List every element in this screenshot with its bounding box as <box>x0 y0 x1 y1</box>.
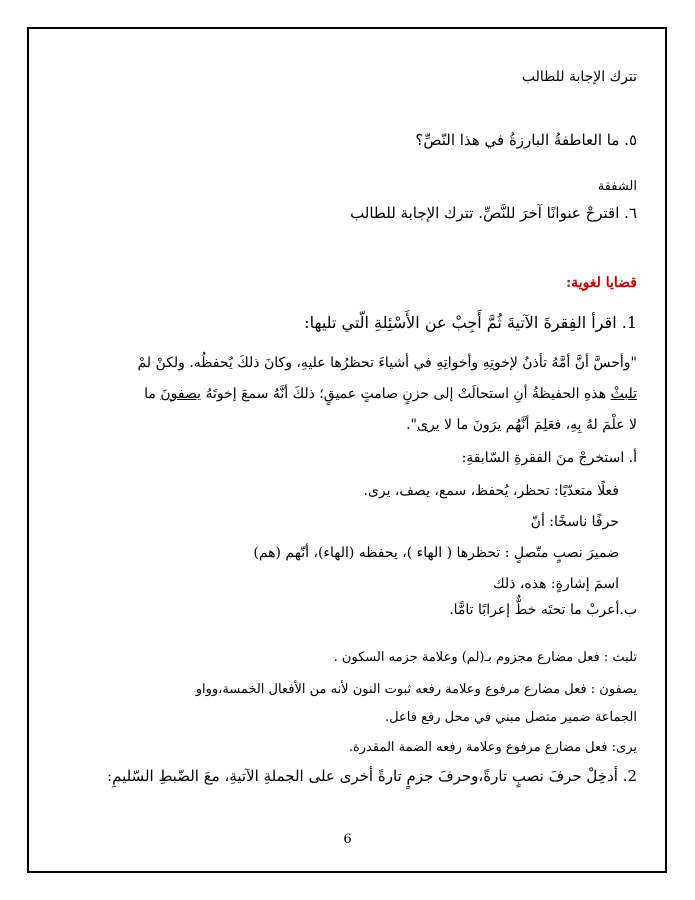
answer-a3: ضميرَ نصبٍ متّصلٍ : تحظرها ( الهاء )، يحفظه (الهاء)، أنّهم (هم) <box>253 545 619 561</box>
underlined-word: تلبثْ <box>610 386 637 402</box>
answer-a4: اسمَ إشارةٍ: هذه، ذلك <box>493 576 619 592</box>
task-b: ب.أعربْ ما تحتَه خطٌّ إعرابًا تامًّا. <box>449 602 637 618</box>
parse-2: يصفون : فعل مضارع مرفوع وعلامة رفعه ثبوت النون لأنه من الأفعال الخمسة،وواو <box>195 682 637 697</box>
question-5: ٥. ما العاطفةُ البارزةُ في هذا النّصِّ؟ <box>415 131 637 149</box>
question-1: 1. اقرأ الفِقرةَ الآتيةَ ثُمَّ أَجِبْ عن الأَسْئِلةِ الّتي تليها: <box>304 313 637 332</box>
passage-text: ما <box>144 386 161 402</box>
answer-a2: حرفًا ناسخًا: أنّ <box>530 514 619 530</box>
question-2: 2. أدخِلْ حرفَ نصبٍ تارةً،وحرفَ جزمٍ تارةً أخرى على الجملةِ الآتيةِ، معَ الضّبطِ السّليمِ: <box>107 767 637 785</box>
task-a: أ. استخرجْ منَ الفقرةِ السّابقةِ: <box>461 450 637 466</box>
passage-text: ". <box>406 417 417 433</box>
page-number: 6 <box>343 832 352 847</box>
parse-3: الجماعة ضمير متصل مبني في محل رفع فاعل. <box>385 710 637 725</box>
passage-line-2 <box>144 384 637 404</box>
parse-1: تلبث : فعل مضارع مجزوم بـ(لم) وعلامة جزمه السكون . <box>333 650 637 665</box>
underlined-word: يرى <box>417 417 440 433</box>
passage-text: هذهِ الحفيظةُ أنِ استحالَتْ إلى حزنٍ صامتٍ عميقٍ؛ ذلكَ أنَّهُ سمعَ إخوتَهُ <box>201 386 611 402</box>
answer-note-4: تترك الإجابة للطالب <box>521 69 637 85</box>
parse-4: يرى: فعل مضارع مرفوع وعلامة رفعه الضمة المقدرة. <box>348 740 637 755</box>
answer-a1: فعلًا متعدّيًا: تحظر، يُحفظ، سمع، يصف، يرى. <box>363 483 619 499</box>
answer-5: الشفقة <box>597 179 637 194</box>
underlined-word: يصفونَ <box>160 386 202 402</box>
question-6: ٦. اقترحْ عنوانًا آخرَ للنَّصِّ. تترك الإجابة للطالب <box>350 204 637 222</box>
passage-text: لا علْمَ لهُ بِهِ، فعَلِمَ أنَّهُم يرَونَ ما لا <box>439 417 637 433</box>
passage-line-3 <box>406 415 637 435</box>
section-title: قضايا لغوية: <box>566 275 637 291</box>
passage-line-1: "وأحسَّ أنَّ أمَّهُ تأذنُ لإخوتِهِ وأخواتِهِ في أشياءَ تحظرُها عليهِ، وكانَ ذلكَ يُحفظُه. ولكنْ لمْ <box>137 355 637 371</box>
